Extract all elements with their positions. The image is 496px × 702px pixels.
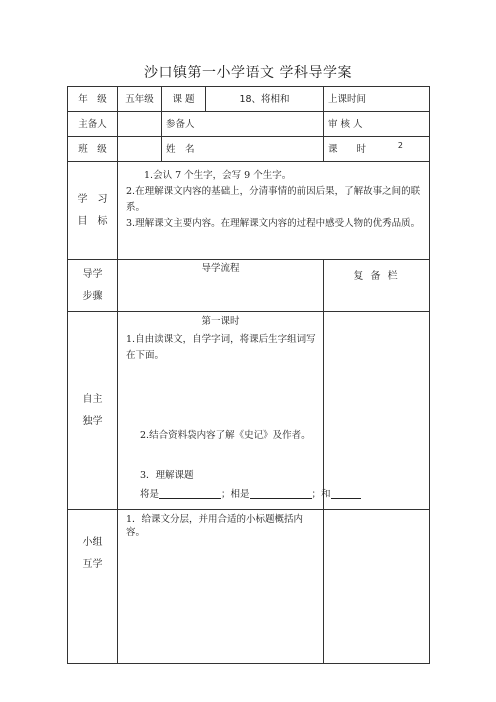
period-cell[interactable] <box>324 137 430 162</box>
reviewer-label: 审 核 人 <box>328 118 363 130</box>
group-row <box>68 510 430 664</box>
topic-label: 课 题 <box>162 87 206 112</box>
class-value[interactable] <box>118 137 162 162</box>
name-cell[interactable] <box>162 137 324 162</box>
goal-item-3: 3.理解课文主要内容。在理解课文内容的过程中感受人物的优秀品质。 <box>126 218 421 229</box>
self-study-item-3: 3．理解课题 <box>140 470 194 481</box>
co-preparer-label: 参备人 <box>166 118 195 130</box>
group-content <box>118 510 324 664</box>
preparer-value[interactable] <box>118 112 162 137</box>
period-label: 课 时 <box>328 143 367 155</box>
self-study-label-line-2: 独学 <box>82 415 103 427</box>
flow-row <box>68 260 430 312</box>
self-study-item-2: 2.结合资料袋内容了解《史记》及作者。 <box>140 430 311 441</box>
topic-value[interactable]: 18、将相和 <box>206 87 324 112</box>
grade-label: 年 级 <box>68 87 118 112</box>
review-heading: 复 备 栏 <box>324 260 430 312</box>
blank-he[interactable] <box>331 488 361 499</box>
blank-jiang[interactable] <box>159 488 221 499</box>
fill-prefix: 将是 <box>140 489 160 500</box>
group-label-line-2: 互学 <box>82 559 103 570</box>
self-study-label-line-1: 自主 <box>82 393 103 405</box>
goal-item-2: 2.在理解课文内容的基础上，分清事情的前因后果，了解故事之间的联系。 <box>126 186 421 213</box>
goals-label-line-2: 目 标 <box>77 215 108 227</box>
time-label-cell[interactable] <box>324 87 430 112</box>
group-label-line-1: 小组 <box>82 537 103 548</box>
goals-label-line-1: 学 习 <box>77 193 108 205</box>
group-item-1: 1．给课文分层，并用合适的小标题概括内容。 <box>126 514 304 538</box>
self-study-content <box>118 312 331 510</box>
study-guide-table <box>67 86 430 664</box>
class-label: 班 级 <box>68 137 118 162</box>
goals-row <box>68 162 430 260</box>
header-row-2 <box>68 112 430 137</box>
self-study-review[interactable] <box>324 312 430 510</box>
group-review[interactable] <box>324 510 430 664</box>
co-preparer-cell[interactable] <box>162 112 324 137</box>
fill-mid-1: ；相是 <box>221 489 250 500</box>
flow-label <box>68 260 118 312</box>
goals-content <box>118 162 430 260</box>
preparer-label: 主备人 <box>68 112 118 137</box>
time-label: 上课时间 <box>328 93 367 105</box>
page-title: 沙口镇第一小学语文 学科导学案 <box>144 65 352 81</box>
flow-label-line-1: 导学 <box>82 268 103 280</box>
blank-xiang[interactable] <box>250 488 312 499</box>
fill-in-line <box>140 488 361 501</box>
header-row-3 <box>68 137 430 162</box>
reviewer-cell[interactable] <box>324 112 430 137</box>
name-label: 姓 名 <box>166 143 195 155</box>
goal-item-1: 1.会认 7 个生字，会写 9 个生字。 <box>144 170 292 181</box>
lesson-heading: 第一课时 <box>201 316 240 327</box>
self-study-item-1: 1.自由读课文，自学字词，将课后生字组词写在下面。 <box>126 334 316 361</box>
flow-heading: 导学流程 <box>118 260 324 312</box>
flow-label-line-2: 步骤 <box>82 290 103 302</box>
fill-mid-2: ；和 <box>311 489 331 500</box>
grade-value[interactable]: 五年级 <box>118 87 162 112</box>
header-row-1 <box>68 87 430 112</box>
self-study-row <box>68 312 430 510</box>
period-value: 2 <box>397 141 403 150</box>
